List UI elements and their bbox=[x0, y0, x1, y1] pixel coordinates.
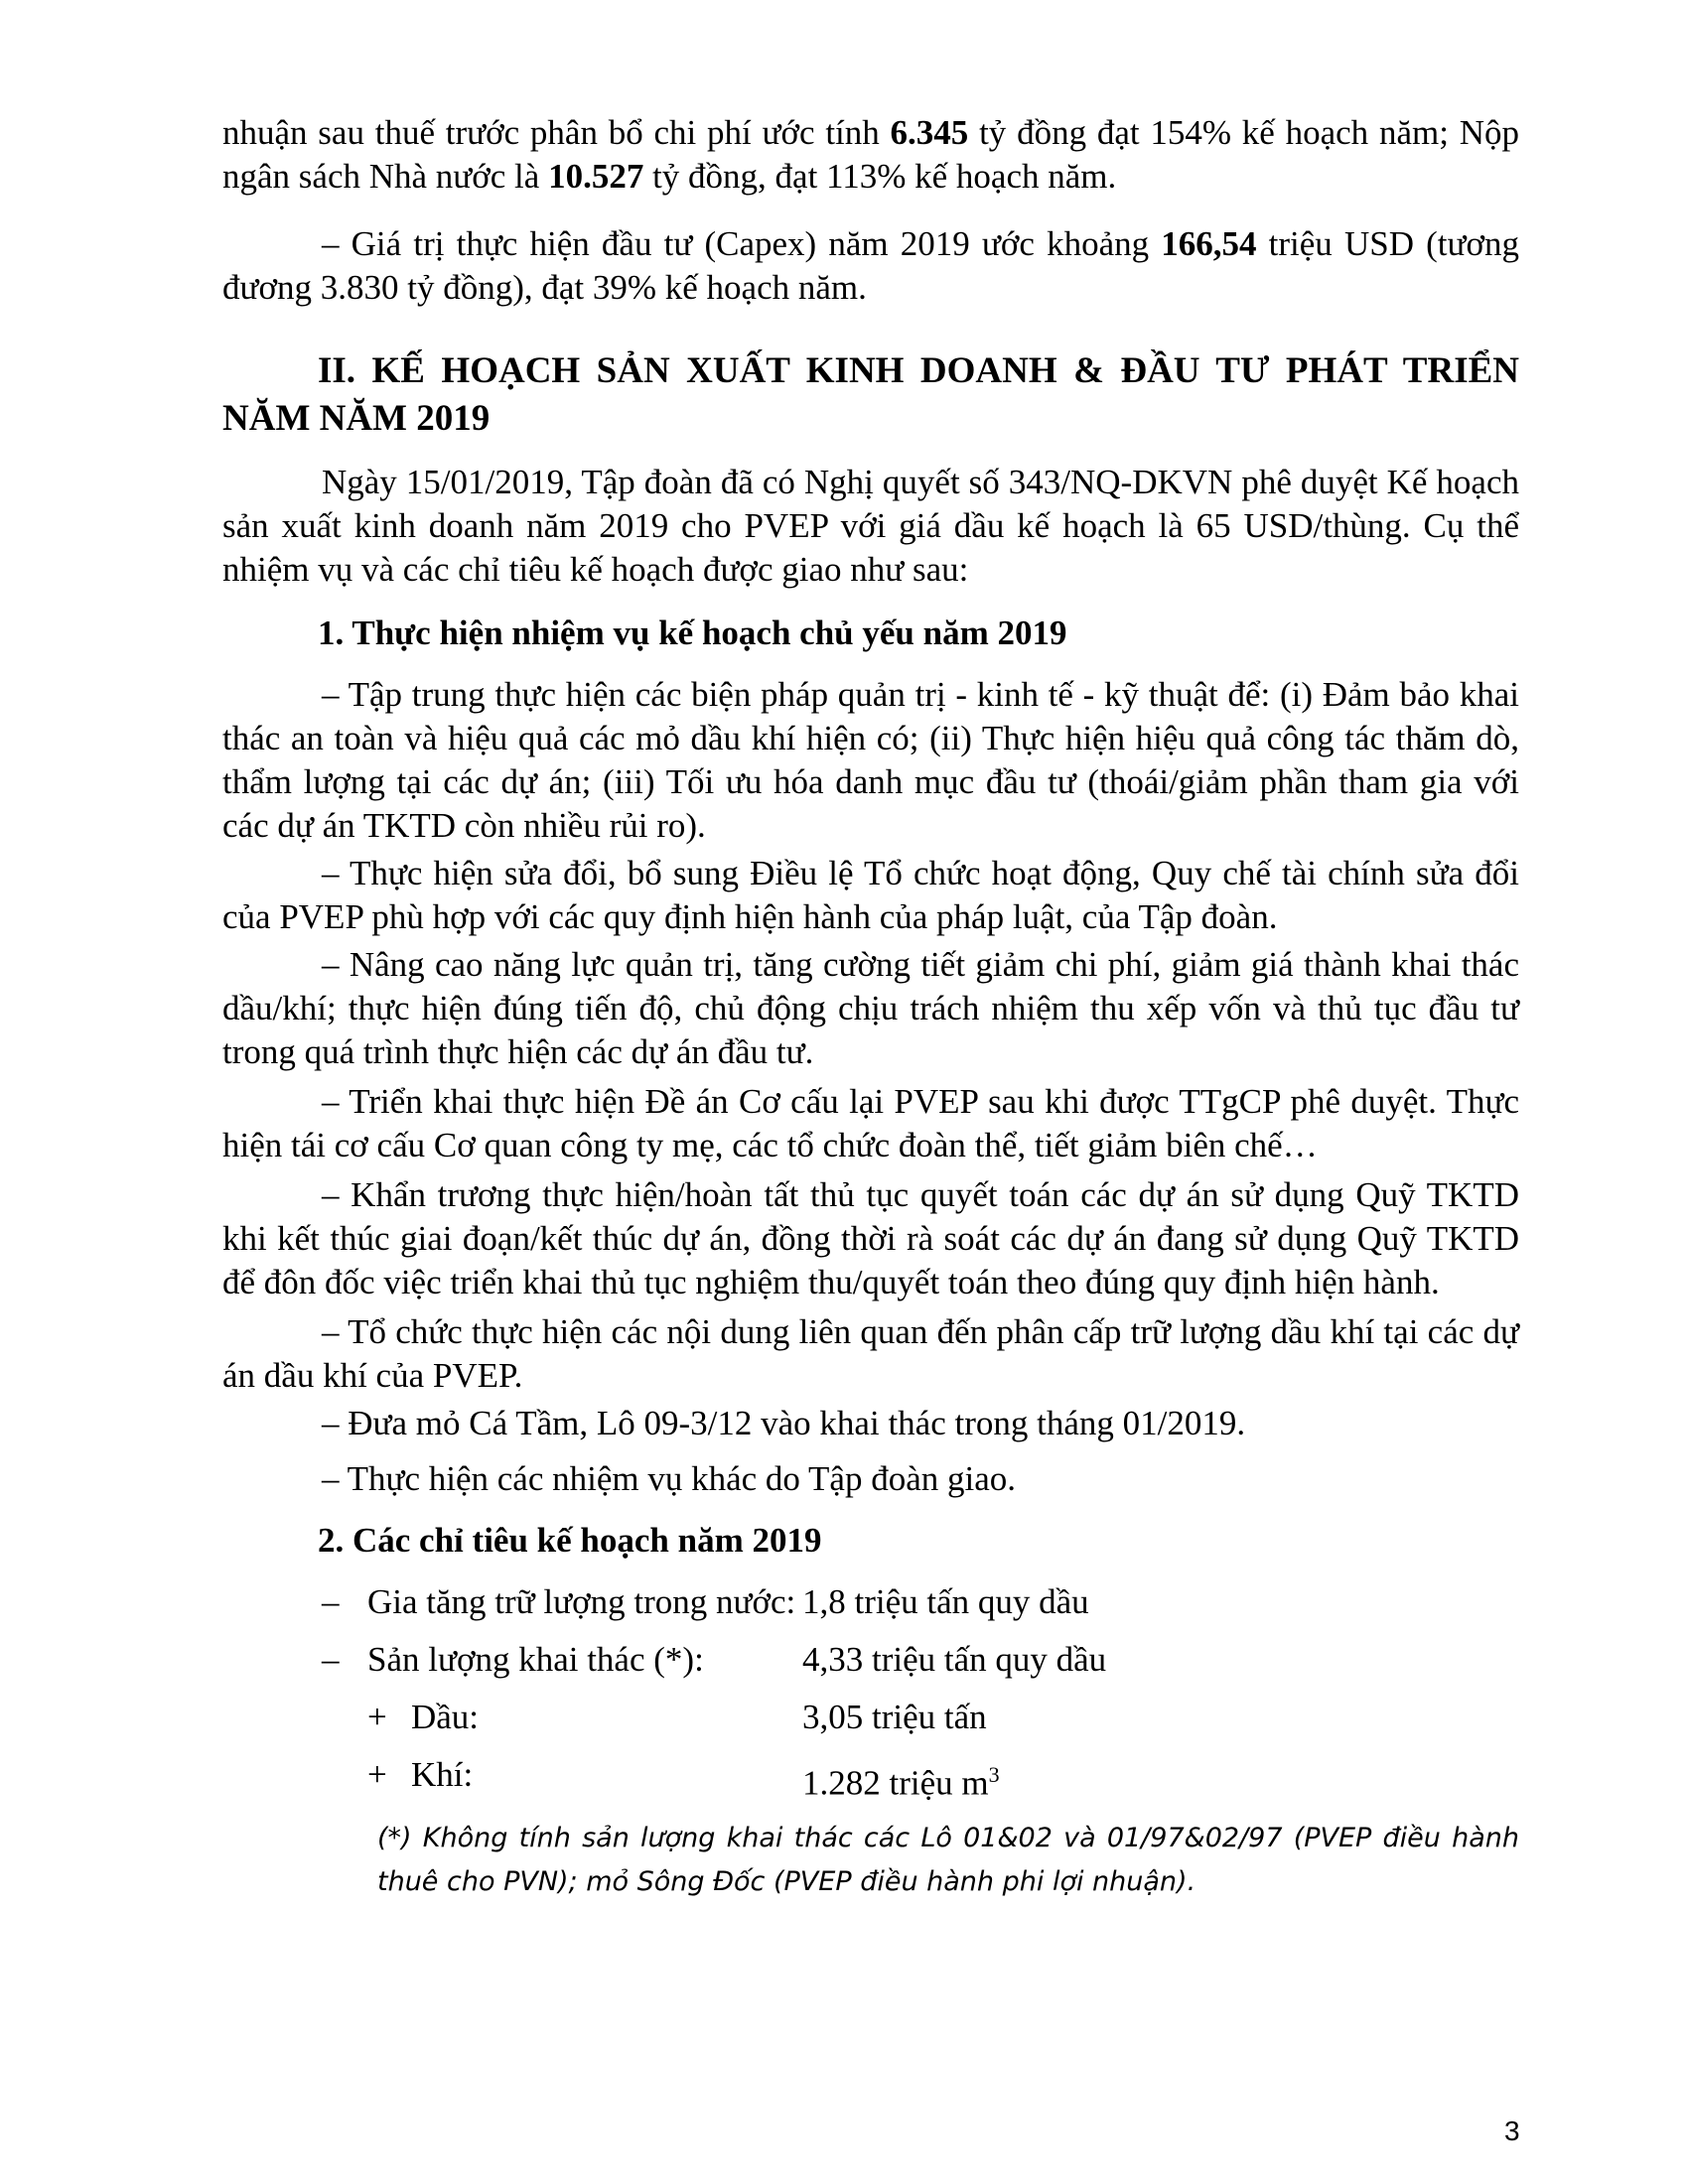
subsection-2-heading: 2. Các chỉ tiêu kế hoạch năm 2019 bbox=[318, 1521, 822, 1560]
target-row: + Khí: 1.282 triệu $m^3$ bbox=[367, 1755, 1000, 1803]
task-item: – Triển khai thực hiện Đề án Cơ cấu lại PVEP sau khi được TTgCP phê duyệt. Thực hiện tái cơ cấu Cơ quan công ty mẹ, các tổ chức đoàn thể, tiết giảm biên chế… bbox=[222, 1082, 1519, 1164]
section-intro bbox=[222, 461, 1519, 592]
task-item: – Đưa mỏ Cá Tầm, Lô 09-3/12 vào khai thác trong tháng 01/2019. bbox=[322, 1404, 1246, 1442]
task-item: – Tổ chức thực hiện các nội dung liên quan đến phân cấp trữ lượng dầu khí tại các dự án dầu khí của PVEP. bbox=[222, 1312, 1519, 1395]
text: nhuận sau thuế trước phân bổ chi phí ước tính bbox=[222, 113, 891, 152]
section-title: II. KẾ HOẠCH SẢN XUẤT KINH DOANH & ĐẦU TƯ PHÁT TRIỂN NĂM NĂM 2019 bbox=[222, 350, 1519, 439]
task-item: – Thực hiện các nhiệm vụ khác do Tập đoàn giao. bbox=[322, 1459, 1016, 1498]
task-item: – Thực hiện sửa đổi, bổ sung Điều lệ Tổ chức hoạt động, Quy chế tài chính sửa đổi của PVEP phù hợp với các quy định hiện hành của pháp luật, của Tập đoàn. bbox=[222, 854, 1519, 936]
task-item: – Tập trung thực hiện các biện pháp quản trị - kinh tế - kỹ thuật để: (i) Đảm bảo khai thác an toàn và hiệu quả các mỏ dầu khí hiện có; (ii) Thực hiện hiệu quả công tác thăm dò, thẩm lượng tại các dự án; (iii) Tối ưu hóa danh mục đầu tư (thoái/giảm phần tham gia với các dự án TKTD còn nhiều rủi ro). bbox=[222, 675, 1519, 845]
task-item: – Nâng cao năng lực quản trị, tăng cường tiết giảm chi phí, giảm giá thành khai thác dầu/khí; thực hiện đúng tiến độ, chủ động chịu trách nhiệm thu xếp vốn và thủ tục đầu tư trong quá trình thực hiện các dự án đầu tư. bbox=[222, 945, 1519, 1071]
paragraph-capex bbox=[222, 222, 1519, 310]
target-row: + Dầu: 3,05 triệu tấn bbox=[367, 1698, 987, 1736]
task-item: – Khẩn trương thực hiện/hoàn tất thủ tục quyết toán các dự án sử dụng Quỹ TKTD khi kết thúc giai đoạn/kết thúc dự án, đồng thời rà soát các dự án đang sử dụng Quỹ TKTD để đôn đốc việc triển khai thủ tục nghiệm thu/quyết toán theo đúng quy định hiện hành. bbox=[222, 1175, 1519, 1301]
subsection-1-heading: 1. Thực hiện nhiệm vụ kế hoạch chủ yếu năm 2019 bbox=[318, 614, 1067, 652]
page-number: 3 bbox=[1504, 2116, 1520, 2146]
text: – Giá trị thực hiện đầu tư (Capex) năm 2019 ước khoảng bbox=[322, 224, 1162, 263]
footnote: (*) Không tính sản lượng khai thác các Lô 01&02 và 01/97&02/97 (PVEP điều hành thuê cho PVN); mỏ Sông Đốc (PVEP điều hành phi lợi nhuận). bbox=[377, 1823, 1519, 1897]
section-heading bbox=[222, 347, 1519, 443]
target-row: – Sản lượng khai thác (*): 4,33 triệu tấn quy dầu bbox=[322, 1640, 1107, 1679]
paragraph-profit bbox=[222, 111, 1519, 199]
text: triệu USD (tương đương 3.830 tỷ đồng), đạt 39% kế hoạch năm. bbox=[222, 224, 1519, 307]
text: tỷ đồng đạt 154% kế hoạch năm; Nộp ngân sách Nhà nước là bbox=[222, 113, 1519, 196]
text: tỷ đồng, đạt 113% kế hoạch năm. bbox=[643, 157, 1117, 196]
budget-value: 10.527 bbox=[548, 157, 644, 196]
capex-value: 166,54 bbox=[1161, 224, 1257, 263]
profit-value: 6.345 bbox=[890, 113, 969, 152]
target-row: – Gia tăng trữ lượng trong nước: 1,8 triệu tấn quy dầu bbox=[322, 1582, 1089, 1621]
intro-text: Ngày 15/01/2019, Tập đoàn đã có Nghị quyết số 343/NQ-DKVN phê duyệt Kế hoạch sản xuất kinh doanh năm 2019 cho PVEP với giá dầu kế hoạch là 65 USD/thùng. Cụ thể nhiệm vụ và các chỉ tiêu kế hoạch được giao như sau: bbox=[222, 463, 1519, 589]
